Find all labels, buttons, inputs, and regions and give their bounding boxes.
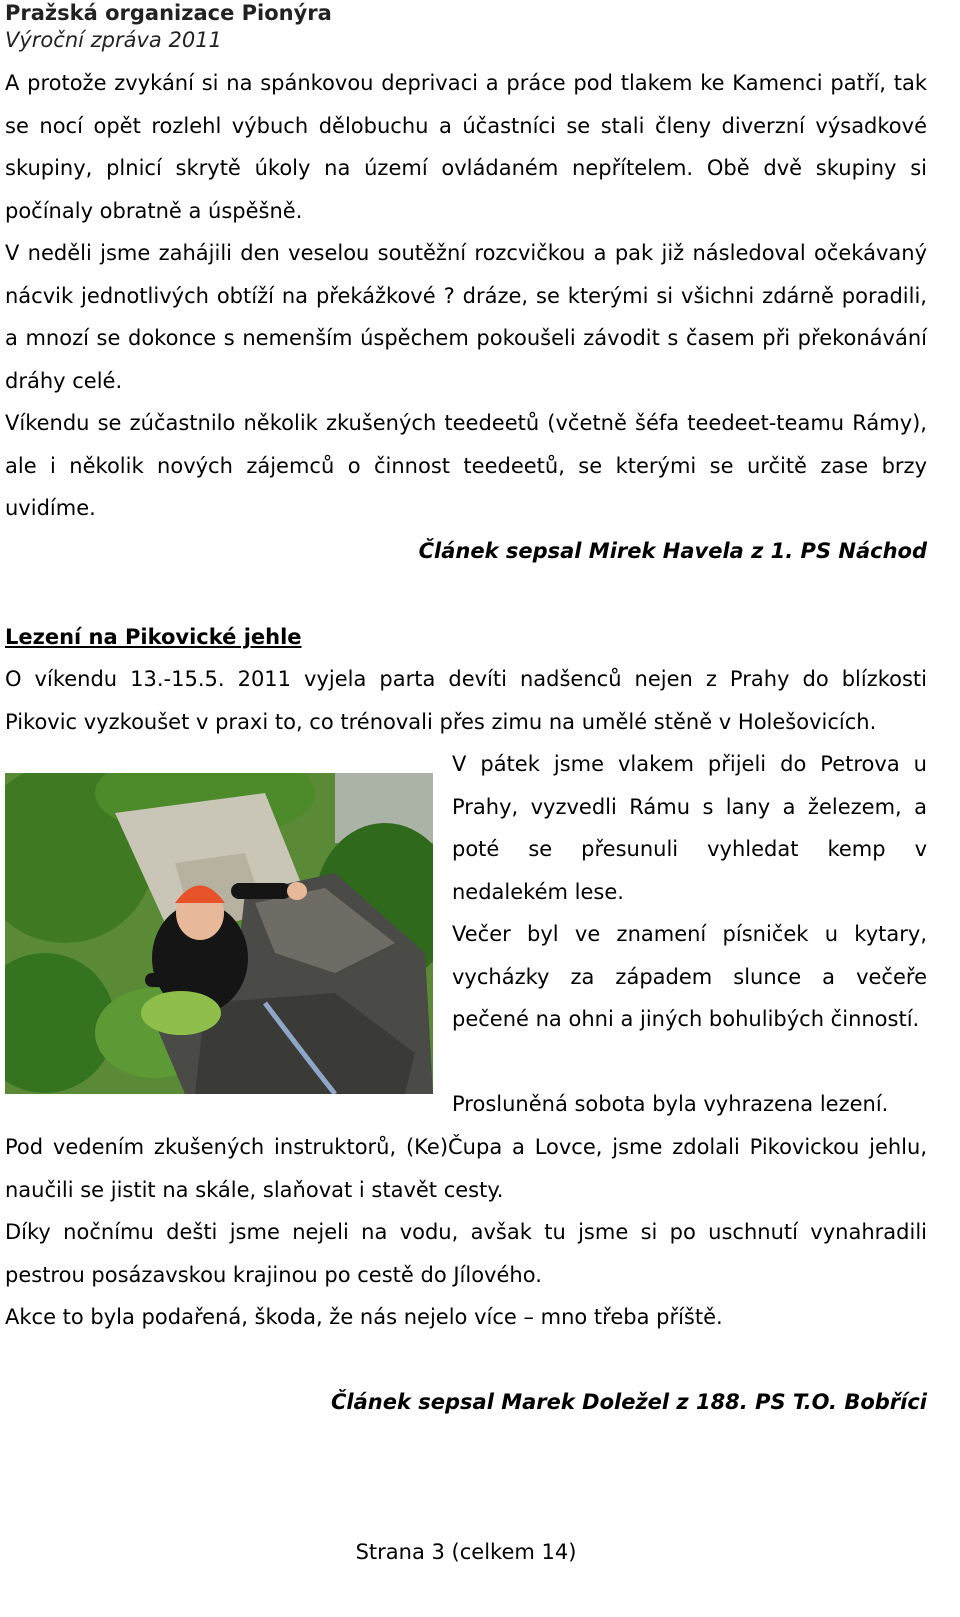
article2-signature: Článek sepsal Marek Doležel z 188. PS T.O. Bobříci <box>331 1390 927 1414</box>
header-organization: Pražská organizace Pionýra <box>5 1 332 25</box>
header-report-title: Výroční zpráva 2011 <box>5 28 222 52</box>
article2-title: Lezení na Pikovické jehle <box>5 625 302 649</box>
article2-continuation: Pod vedením zkušených instruktorů, (Ke)Čupa a Lovce, jsme zdolali Pikovickou jehlu, naučili se jistit na skále, slaňovat i stavět cesty. <box>5 1135 927 1202</box>
article2-paragraph-2: Akce to byla podařená, škoda, že nás nejelo více – mno třeba příště. <box>5 1305 723 1329</box>
article1-paragraph-1: A protože zvykání si na spánkovou deprivaci a práce pod tlakem ke Kamenci patří, tak se nocí opět rozlehl výbuch dělobuchu a účastníci se stali členy diverzní výsadkové skupiny, plnicí skrytě úkoly na území ovládaném nepřítelem. Obě dvě skupiny si počínaly obratně a úspěšně. <box>5 71 927 223</box>
article2-side-lead: Prosluněná sobota byla vyhrazena lezení. <box>452 1092 889 1116</box>
article2-side-paragraph-1: V pátek jsme vlakem přijeli do Petrova u Prahy, vyzvedli Rámu s lany a železem, a poté se přesunuli vyhledat kemp v nedalekém lese. <box>452 752 927 904</box>
document-page <box>5 0 927 1617</box>
page-footer: Strana 3 (celkem 14) <box>355 1540 577 1564</box>
article1-signature: Článek sepsal Mirek Havela z 1. PS Náchod <box>418 539 927 563</box>
article2-intro: O víkendu 13.-15.5. 2011 vyjela parta devíti nadšenců nejen z Prahy do blízkosti Pikovic vyzkoušet v praxi to, co trénovali přes zimu na umělé stěně v Holešovicích. <box>5 667 927 734</box>
article1-paragraph-2: V neděli jsme zahájili den veselou soutěžní rozcvičkou a pak již následoval očekávaný nácvik jednotlivých obtíží na překážkové ? dráze, se kterými si všichni zdárně poradili, a mnozí se dokonce s nemenším úspěchem pokoušeli závodit s časem při překonávání dráhy celé. <box>5 241 927 393</box>
article2-paragraph-1: Díky nočnímu dešti jsme nejeli na vodu, avšak tu jsme si po uschnutí vynahradili pestrou posázavskou krajinou po cestě do Jílového. <box>5 1220 927 1287</box>
climbing-photo-drawing <box>5 773 433 1094</box>
article2-side-paragraph-2: Večer byl ve znamení písniček u kytary, vycházky za západem slunce a večeře pečené na ohni a jiných bohulibých činností. <box>452 922 927 1032</box>
climbing-photo <box>5 773 433 1094</box>
article1-paragraph-3: Víkendu se zúčastnilo několik zkušených teedeetů (včetně šéfa teedeet-teamu Rámy), ale i několik nových zájemců o činnost teedeetů, se kterými se určitě zase brzy uvidíme. <box>5 411 927 521</box>
